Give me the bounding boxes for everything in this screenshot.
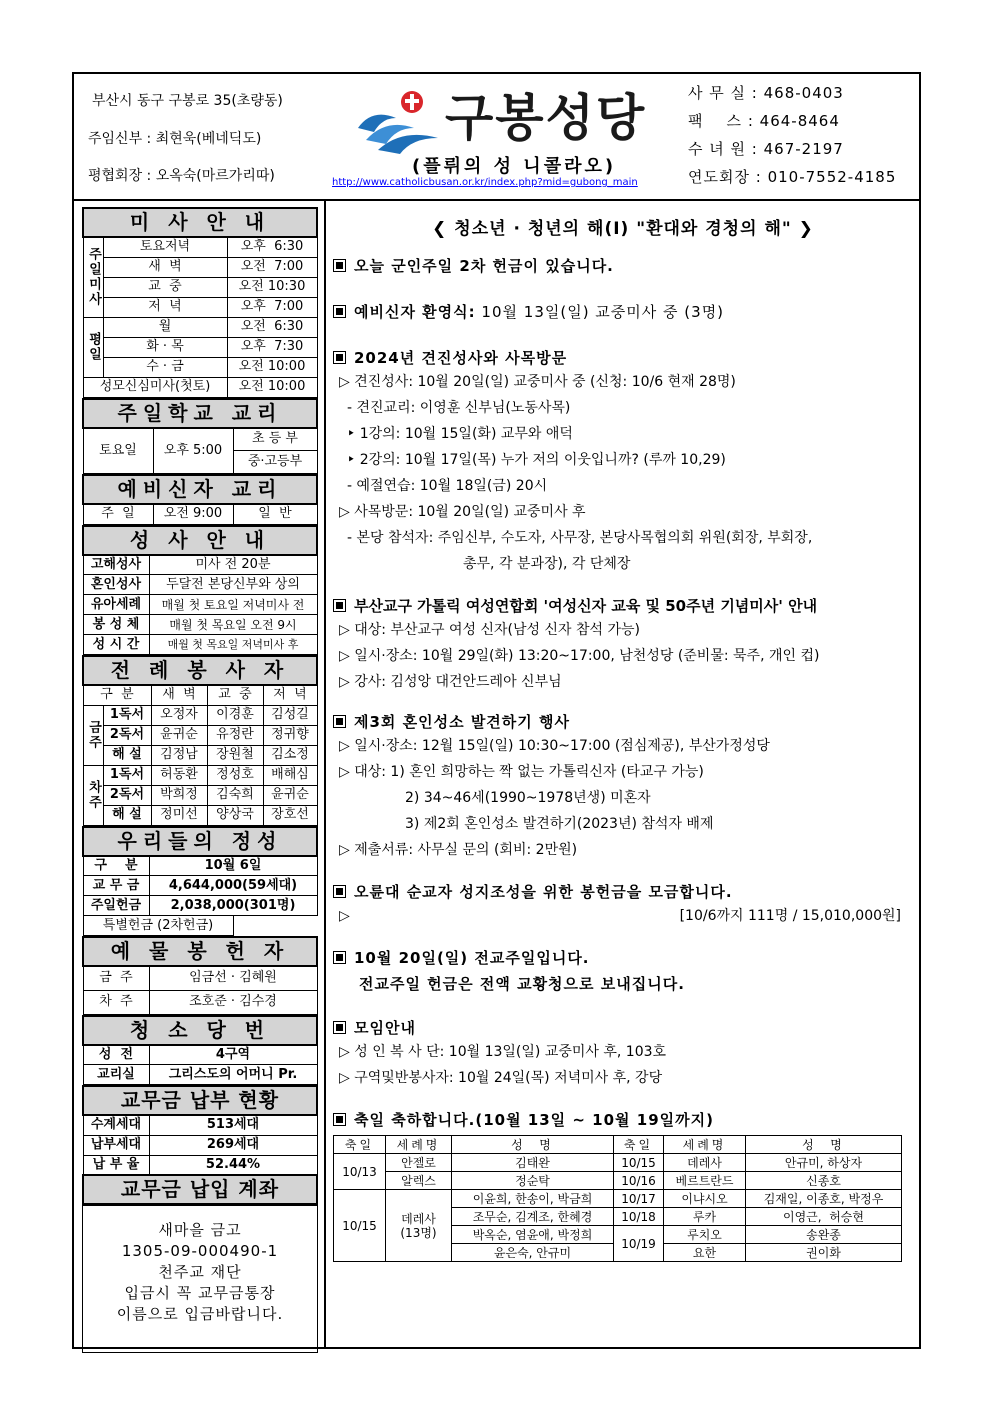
contact-fax: 팩 스 : 464-8464 xyxy=(688,112,840,130)
parish-address: 부산시 동구 구봉로 35(초량동) xyxy=(92,93,283,109)
sunday-school-table: 주일학교 교리 토요일 오후 5:00 초 등 부 중·고등부 xyxy=(82,398,318,475)
contact-funeral: 연도회장 : 010-7552-4185 xyxy=(688,168,897,186)
servers-table: 전 례 봉 사 자 구 분 새 벽 교 중 저 녁 금주 1독서 오정자 이경훈 김성길 2독서 윤귀순 유정란 정귀향 해 설 김정남 장원철 김소정 차주 1독서 허동환 정성호 배해심 2독서 박희정 김숙희 윤귀순 해 설 정미선 양상국 장호선 xyxy=(82,655,318,826)
catechumen-table: 예비신자 교리 주 일 오전 9:00 일 반 xyxy=(82,474,318,525)
bullet-icon xyxy=(333,305,346,318)
bullet-icon xyxy=(333,351,346,364)
bullet-icon xyxy=(333,1021,346,1034)
announcement-5: 제3회 혼인성소 발견하기 행사 ▷ 일시·장소: 12월 15일(일) 10:30~17:00 (점심제공), 부산가정성당 ▷ 대상: 1) 혼인 희망하는 짝 없는 가톨릭신자 (타교구 가능) 2) 34~46세(1990~1978년생) 미혼자 3) 제2회 혼인성소 발견하기(2023년) 참석자 배제 ▷ 제출서류: 사무실 문의 (회비: 2만원) xyxy=(333,711,913,863)
announcement-7: 10월 20일(일) 전교주일입니다. 전교주일 헌금은 전액 교황청으로 보내집니다. xyxy=(333,947,913,999)
bullet-icon xyxy=(333,885,346,898)
pastor-name: 주임신부 : 최현욱(베네딕도) xyxy=(88,131,262,147)
bullet-icon xyxy=(333,259,346,272)
sunday-mass-label: 주일미사 xyxy=(83,237,103,317)
parish-patron: (플뤼의 성 니콜라오) xyxy=(412,156,617,177)
parish-url-link[interactable]: http://www.catholicbusan.or.kr/index.php?mid=gubong_main xyxy=(332,177,638,188)
sacrament-table: 성 사 안 내 고해성사 미사 전 20분 혼인성사 두달전 본당신부와 상의 유아세례 매월 첫 토요일 저녁미사 전 봉 성 체 매월 첫 목요일 오전 9시 성 시 간 매월 첫 목요일 저녁미사 후 xyxy=(82,525,318,656)
account-box: 새마을 금고 1305-09-000490-1 천주교 재단 입금시 꼭 교무금통장 이름으로 입금바랍니다. xyxy=(82,1205,318,1353)
council-president: 평협회장 : 오옥숙(마르가리따) xyxy=(88,168,275,184)
contact-convent: 수 녀 원 : 467-2197 xyxy=(688,140,844,158)
year-banner: ❮ 청소년 · 청년의 해(Ⅰ) "환대와 경청의 해" ❯ xyxy=(432,219,814,239)
announcement-8: 모임안내 ▷ 성 인 복 사 단: 10월 13일(일) 교중미사 후, 103호 ▷ 구역및반봉사자: 10월 24일(목) 저녁미사 후, 강당 xyxy=(333,1017,913,1091)
announcement-9: 축일 축하합니다.(10월 13일 ~ 10월 19일까지) 축일 세례명 성 명 축일 세례명 성 명 10/13 안젤로 김태완 10/15 데레사 안규미, 하상자 알렉스 정순탁 10/16 베르트란드 신종호 10/15 데레사 (13명) 이윤희, 한송이, 박금희 10/17 이냐시오 김재일, 이종호, 박정우 조무순, 김계조, 한혜경 10/18 루카 이영근, 허승현 박옥순, 염윤애, 박정희 10/19 루치오 송완종 윤은숙, 안규미 요한 권이화 xyxy=(333,1109,913,1262)
contact-list xyxy=(688,84,896,196)
header-divider xyxy=(74,199,919,201)
bullet-icon xyxy=(333,715,346,728)
offering-table: 우리들의 정성 구 분 10월 6일 교 무 금 4,644,000(59세대) 주일헌금 2,038,000(301명) 특별헌금 (2차헌금) xyxy=(82,826,318,937)
announcement-3: 2024년 견진성사와 사목방문 ▷ 견진성사: 10월 20일(일) 교중미사 중 (신청: 10/6 현재 28명) - 견진교리: 이영훈 신부님(노동사목) ‣ 1강의: 10월 15일(화) 교무와 애덕 ‣ 2강의: 10월 17일(목) 누가 저의 이웃입니까? (루까 10,29) - 예절연습: 10월 18일(금) 20시 ▷ 사목방문: 10월 20일(일) 교중미사 후 - 본당 참석자: 주임신부, 수도자, 사무장, 본당사목협의회 위원(회장, 부회장, 총무, 각 분과장), 각 단체장 xyxy=(333,347,913,577)
announcement-6: 오륜대 순교자 성지조성을 위한 봉헌금을 모금합니다. ▷ [10/6까지 111명 / 15,010,000원] xyxy=(333,881,913,929)
bullet-icon xyxy=(333,599,346,612)
feast-table: 축일 세례명 성 명 축일 세례명 성 명 10/13 안젤로 김태완 10/15 데레사 안규미, 하상자 알렉스 정순탁 10/16 베르트란드 신종호 10/15 데레사 (13명) 이윤희, 한송이, 박금희 10/17 이냐시오 김재일, 이종호, 박정우 조무순, 김계조, 한혜경 10/18 루카 이영근, 허승현 박옥순, 염윤애, 박정희 10/19 루치오 송완종 윤은숙, 안규미 요한 권이화 xyxy=(333,1135,902,1262)
main-content xyxy=(333,214,913,1262)
mass-table: 미 사 안 내 주일미사 토요저녁 오후 6:30 새 벽 오전 7:00 교 중 오전 10:30 저 녁 오후 7:00 평일 월 오전 6:30 화 · 목 오후 7:30 수 · 금 오전 10:00 성모신심미사(첫토) 오전 10:00 xyxy=(82,207,318,398)
parish-title: 구봉성당 xyxy=(445,89,647,147)
cleaning-table: 청 소 당 번 성 전 4구역 교리실 그리스도의 어머니 Pr. xyxy=(82,1015,318,1086)
announcement-1: 오늘 군인주일 2차 헌금이 있습니다. xyxy=(333,255,913,277)
bullet-icon xyxy=(333,951,346,964)
dues-table: 교무금 납부 현황 수계세대 513세대 납부세대 269세대 납 부 율 52.44% 교무금 납입 계좌 xyxy=(82,1085,318,1205)
column-divider xyxy=(324,201,326,1347)
section-title: 미 사 안 내 xyxy=(83,208,317,237)
bullet-icon xyxy=(333,1113,346,1126)
left-sidebar xyxy=(82,207,318,1353)
announcement-4: 부산교구 가톨릭 여성연합회 '여성신자 교육 및 50주년 기념미사' 안내 ▷ 대상: 부산교구 여성 신자(남성 신자 참석 가능) ▷ 일시·장소: 10월 29일(화) 13:20~17:00, 남천성당 (준비물: 묵주, 개인 컵) ▷ 강사: 김성앙 대건안드레아 신부님 xyxy=(333,595,913,695)
parish-logo-icon xyxy=(352,88,442,154)
contact-office: 사 무 실 : 468-0403 xyxy=(688,84,844,102)
weekday-mass-label: 평일 xyxy=(83,317,103,377)
announcement-2: 예비신자 환영식: 10월 13일(일) 교중미사 중 (3명) xyxy=(333,301,913,323)
flowers-table: 예 물 봉 헌 자 금 주 임금선 · 김혜원 차 주 조호준 · 김수경 xyxy=(82,936,318,1015)
